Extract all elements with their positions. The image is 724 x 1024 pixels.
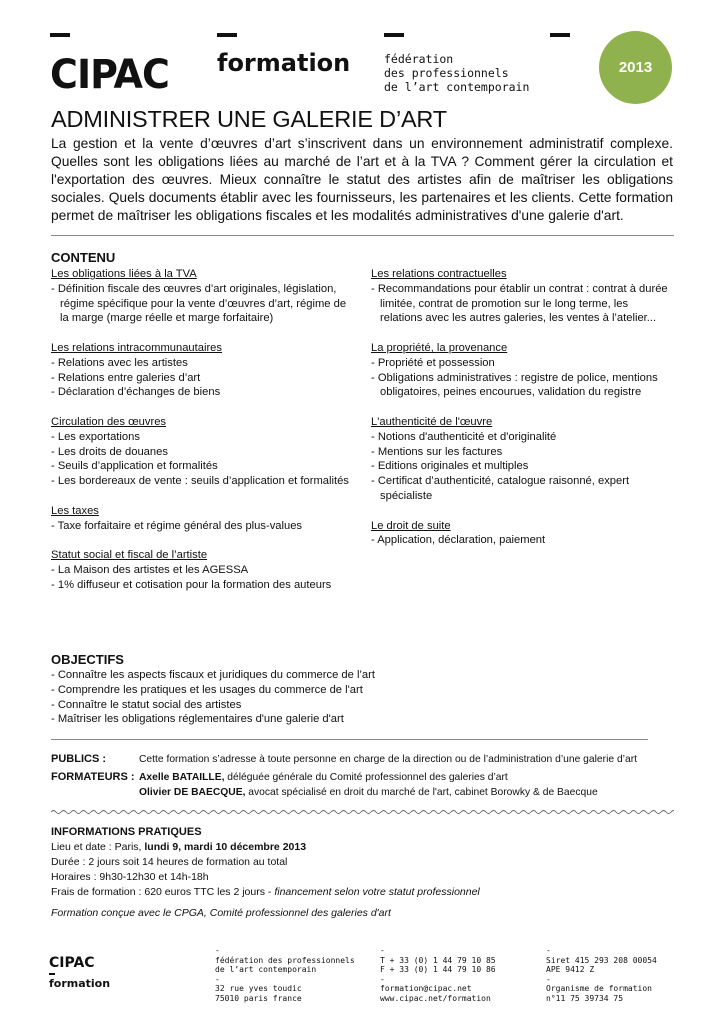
list-item: - Recommandations pour établir un contrat : contrat à durée limitée, contrat de promotion sur le long terme, les relations avec les autres galeries, les ventes à l’atelier... bbox=[371, 282, 671, 326]
footer-contact: - T + 33 (0) 1 44 79 10 85 F + 33 (0) 1 44 79 10 86 - formation@cipac.net www.cipac.net/formation bbox=[380, 946, 496, 1003]
infos-cpga: Formation conçue avec le CPGA, Comité professionnel des galeries d'art bbox=[51, 907, 391, 919]
publics-text: Cette formation s’adresse à toute personne en charge de la direction ou de l’administration d’une galerie d’art bbox=[139, 754, 637, 765]
infos-horaires: Horaires : 9h30-12h30 et 14h-18h bbox=[51, 871, 209, 883]
section-title: La propriété, la provenance bbox=[371, 341, 508, 354]
infos-lieu: Lieu et date : Paris, lundi 9, mardi 10 décembre 2013 bbox=[51, 841, 307, 853]
list-item: - Propriété et possession bbox=[371, 356, 671, 371]
list-item: - Mentions sur les factures bbox=[371, 445, 671, 460]
list-item: - Taxe forfaitaire et régime général des plus-values bbox=[51, 519, 351, 534]
footer-logo: CIPAC bbox=[49, 955, 95, 971]
section-list bbox=[51, 356, 351, 400]
contenu-section bbox=[51, 415, 351, 489]
footer-dash bbox=[49, 973, 55, 975]
list-item: - Relations avec les artistes bbox=[51, 356, 351, 371]
objectifs-list bbox=[51, 668, 651, 727]
infos-section bbox=[51, 825, 671, 921]
contenu-right-column bbox=[371, 267, 671, 563]
page-title: ADMINISTRER UNE GALERIE D’ART bbox=[51, 106, 447, 132]
intro-paragraph: La gestion et la vente d’œuvres d’art s’inscrivent dans un environnement administratif complexe. Quelles sont les obligations liées au marché de l’art et à la TVA ? Comment gérer la circulation et l'exportation des œuvres. Mieux connaître le statut des artistes afin de maîtriser les obligations sociales. Quels documents établir avec les fournisseurs, les partenaires et les clients. Cette formation permet de maîtriser les obligations fiscales et les modalités administratives d'une galerie d'art. bbox=[51, 136, 673, 223]
section-title: Les taxes bbox=[51, 504, 99, 517]
section-title: Les obligations liées à la TVA bbox=[51, 268, 197, 280]
formation-label: formation bbox=[217, 49, 351, 77]
section-list bbox=[371, 430, 671, 504]
year-badge: 2013 bbox=[599, 31, 672, 104]
list-item: - Les exportations bbox=[51, 430, 351, 445]
footer-legal: - Siret 415 293 208 00054 APE 9412 Z - Organisme de formation n°11 75 39734 75 bbox=[546, 946, 657, 1003]
section-title: Les relations intracommunautaires bbox=[51, 341, 223, 354]
contenu-heading: CONTENU bbox=[51, 250, 116, 265]
objectifs-heading: OBJECTIFS bbox=[51, 652, 124, 667]
section-title: Circulation des œuvres bbox=[51, 415, 167, 428]
list-item: - Déclaration d’échanges de biens bbox=[51, 385, 351, 400]
objectif-item: - Comprendre les pratiques et les usages du commerce de l'art bbox=[51, 683, 651, 698]
objectif-item: - Connaître les aspects fiscaux et juridiques du commerce de l’art bbox=[51, 668, 651, 683]
contenu-section bbox=[371, 415, 671, 504]
infos-heading: INFORMATIONS PRATIQUES bbox=[51, 826, 202, 838]
contenu-left-column bbox=[51, 267, 351, 607]
contenu-section bbox=[371, 267, 671, 326]
cipac-logo: CIPAC bbox=[50, 52, 169, 98]
list-item: - 1% diffuseur et cotisation pour la formation des auteurs bbox=[51, 578, 351, 593]
section-list bbox=[371, 282, 671, 326]
section-list bbox=[371, 356, 671, 400]
list-item: - Certificat d’authenticité, catalogue raisonné, expert spécialiste bbox=[371, 474, 671, 504]
footer-address: - fédération des professionnels de l’art contemporain - 32 rue yves toudic 75010 paris france bbox=[215, 946, 355, 1003]
divider bbox=[51, 235, 674, 236]
decorative-dash bbox=[384, 33, 404, 37]
divider bbox=[51, 739, 648, 740]
section-list bbox=[371, 533, 671, 548]
list-item: - Notions d'authenticité et d'originalité bbox=[371, 430, 671, 445]
section-title: Statut social et fiscal de l’artiste bbox=[51, 549, 208, 562]
objectif-item: - Maîtriser les obligations réglementaires d'une galerie d'art bbox=[51, 712, 651, 727]
decorative-dash bbox=[550, 33, 570, 37]
wavy-divider bbox=[51, 808, 674, 816]
list-item: - Obligations administratives : registre de police, mentions obligatoires, peines encourues, validation du registre bbox=[371, 371, 671, 401]
section-list bbox=[51, 430, 351, 489]
list-item: - La Maison des artistes et les AGESSA bbox=[51, 563, 351, 578]
section-title: L'authenticité de l'œuvre bbox=[371, 415, 493, 428]
footer-formation: formation bbox=[49, 977, 111, 990]
list-item: - Application, déclaration, paiement bbox=[371, 533, 671, 548]
section-list bbox=[51, 282, 351, 326]
contenu-section bbox=[51, 504, 351, 534]
contenu-section bbox=[51, 548, 351, 592]
section-title: Les relations contractuelles bbox=[371, 268, 507, 280]
list-item: - Relations entre galeries d’art bbox=[51, 371, 351, 386]
list-item: - Définition fiscale des œuvres d’art originales, législation, régime spécifique pour la vente d’œuvres d’art, régime de la marge (marge réelle et marge forfaitaire) bbox=[51, 282, 351, 326]
formateurs-label: FORMATEURS : bbox=[51, 771, 135, 783]
list-item: - Editions originales et multiples bbox=[371, 459, 671, 474]
infos-duree: Durée : 2 jours soit 14 heures de formation au total bbox=[51, 856, 288, 868]
contenu-section bbox=[371, 519, 671, 549]
decorative-dash bbox=[217, 33, 237, 37]
decorative-dash bbox=[50, 33, 70, 37]
list-item: - Les droits de douanes bbox=[51, 445, 351, 460]
formateur-2: Olivier DE BAECQUE, avocat spécialisé en droit du marché de l'art, cabinet Borowky & de Baecque bbox=[139, 787, 598, 798]
section-title: Le droit de suite bbox=[371, 519, 451, 532]
federation-text: fédération des professionnels de l’art contemporain bbox=[384, 52, 530, 94]
contenu-section bbox=[51, 341, 351, 400]
section-list bbox=[51, 563, 351, 593]
contenu-section bbox=[51, 267, 351, 326]
formateur-1: Axelle BATAILLE, déléguée générale du Comité professionnel des galeries d’art bbox=[139, 772, 508, 783]
objectif-item: - Connaître le statut social des artistes bbox=[51, 698, 651, 713]
list-item: - Les bordereaux de vente : seuils d’application et formalités bbox=[51, 474, 351, 489]
list-item: - Seuils d’application et formalités bbox=[51, 459, 351, 474]
section-list bbox=[51, 519, 351, 534]
contenu-section bbox=[371, 341, 671, 400]
infos-frais: Frais de formation : 620 euros TTC les 2 jours - financement selon votre statut professionnel bbox=[51, 886, 480, 898]
publics-label: PUBLICS : bbox=[51, 753, 106, 765]
